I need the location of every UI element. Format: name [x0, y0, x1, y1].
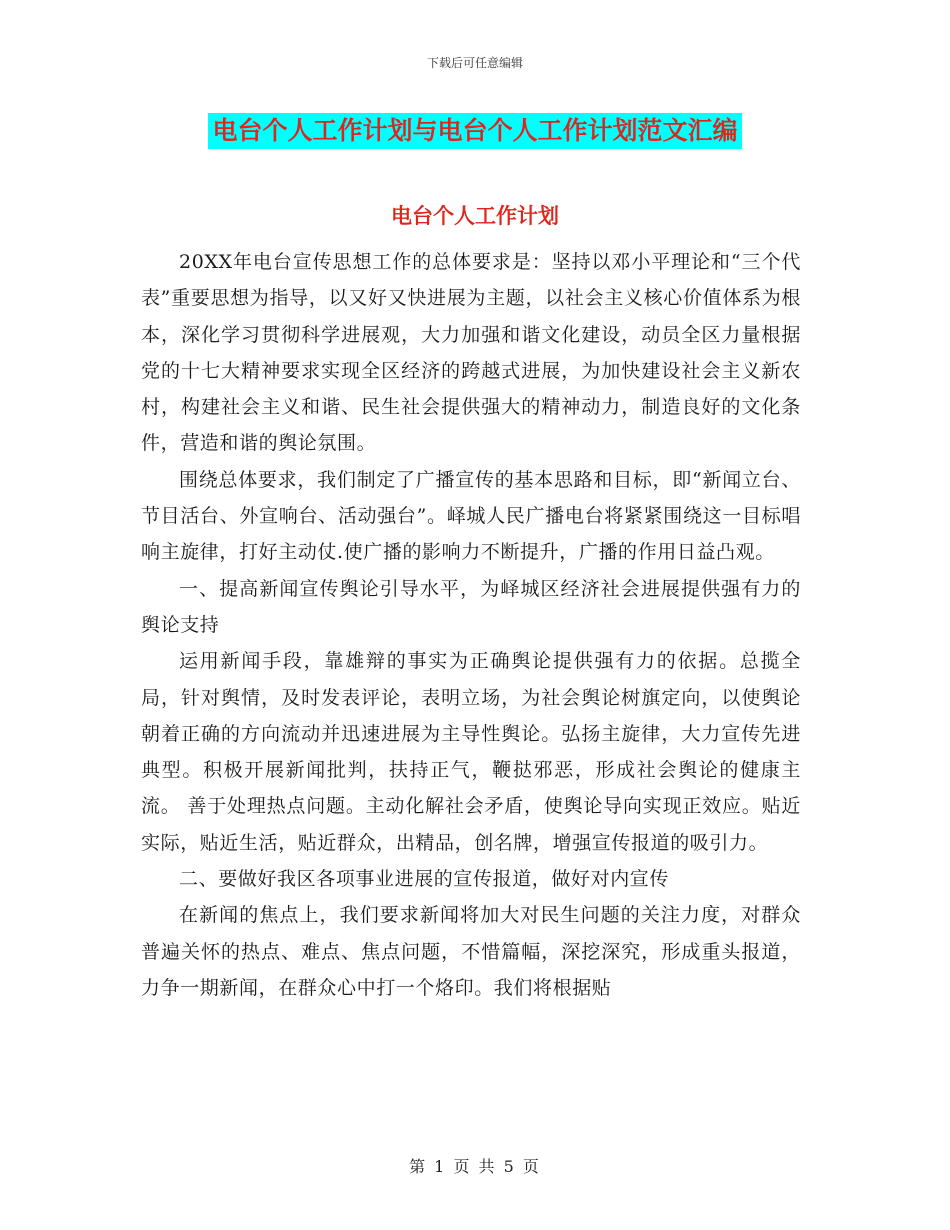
- document-body: [141, 244, 801, 1006]
- paragraph: 在新闻的焦点上，我们要求新闻将加大对民生问题的关注力度，对群众普遍关怀的热点、难点、焦点问题，不惜篇幅，深挖深究，形成重头报道，力争一期新闻，在群众心中打一个烙印。我们将根据贴: [141, 904, 801, 999]
- header-note: 下载后可任意编辑: [426, 56, 523, 70]
- paragraph: 20XX年电台宣传思想工作的总体要求是：坚持以邓小平理论和“三个代表”重要思想为指导，以又好又快进展为主题，以社会主义核心价值体系为根本，深化学习贯彻科学进展观，大力加强和谐文化建设，动员全区力量根据党的十七大精神要求实现全区经济的跨越式进展，为加快建设社会主义新农村，构建社会主义和谐、民生社会提供强大的精神动力，制造良好的文化条件，营造和谐的舆论氛围。: [141, 251, 801, 455]
- paragraph: 运用新闻手段，靠雄辩的事实为正确舆论提供强有力的依据。总揽全局，针对舆情，及时发表评论，表明立场，为社会舆论树旗定向，以使舆论朝着正确的方向流动并迅速进展为主导性舆论。弘扬主旋律，大力宣传先进典型。积极开展新闻批判，扶持正气，鞭挞邪恶，形成社会舆论的健康主流。 善于处理热点问题。主动化解社会矛盾，使舆论导向实现正效应。贴近实际，贴近生活，贴近群众，出精品，创名牌，增强宣传报道的吸引力。: [141, 650, 801, 854]
- paragraph-heading: 一、提高新闻宣传舆论引导水平，为峄城区经济社会进展提供强有力的舆论支持: [141, 577, 801, 636]
- section-title: 电台个人工作计划: [391, 204, 559, 228]
- page-number: 第 1 页 共 5 页: [409, 1157, 541, 1176]
- document-title: 电台个人工作计划与电台个人工作计划范文汇编: [208, 113, 741, 149]
- paragraph: 围绕总体要求，我们制定了广播宣传的基本思路和目标，即“新闻立台、节目活台、外宣响台、活动强台”。峄城人民广播电台将紧紧围绕这一目标唱响主旋律，打好主动仗.使广播的影响力不断提升，广播的作用日益凸观。: [141, 468, 801, 564]
- document-title-container: [0, 113, 950, 149]
- paragraph-heading: 二、要做好我区各项事业进展的宣传报道，做好对内宣传: [179, 868, 670, 891]
